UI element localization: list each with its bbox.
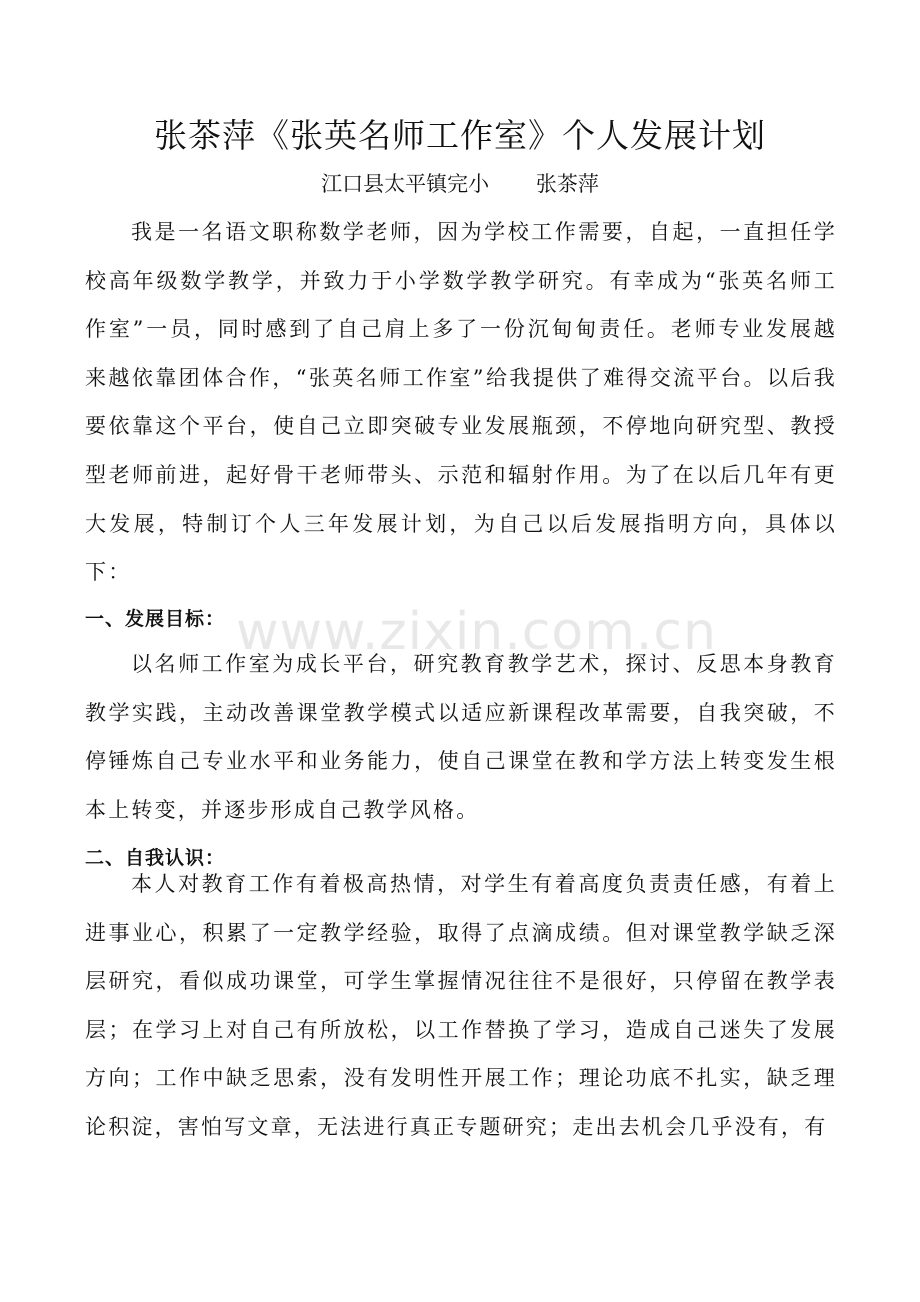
watermark: www.zixin.com.cn bbox=[236, 602, 717, 662]
section-heading-goals: 一、发展目标： bbox=[85, 608, 226, 630]
intro-paragraph: 我是一名语文职称数学老师，因为学校工作需要，自起，一直担任学校高年级数学教学，并致力于小学数学教学研究。有幸成为“张英名师工作室”一员，同时感到了自己肩上多了一份沉甸甸责任。老师专业发展越来越依靠团体合作，“张英名师工作室”给我提供了难得交流平台。以后我要依靠这个平台，使自己立即突破专业发展瓶颈，不停地向研究型、教授型老师前进，起好骨干老师带头、示范和辐射作用。为了在以后几年有更大发展，特制订个人三年发展计划，为自己以后发展指明方向，具体以下： bbox=[85, 220, 837, 585]
self-assessment-paragraph: 本人对教育工作有着极高热情，对学生有着高度负责责任感，有着上进事业心，积累了一定教学经验，取得了点滴成绩。但对课堂教学缺乏深层研究，看似成功课堂，可学生掌握情况往往不是很好，只停留在教学表层；在学习上对自己有所放松，以工作替换了学习，造成自己迷失了发展方向；工作中缺乏思索，没有发明性开展工作；理论功底不扎实，缺乏理论积淀，害怕写文章，无法进行真正专题研究；走出去机会几乎没有，有 bbox=[85, 872, 837, 1139]
goals-paragraph: 以名师工作室为成长平台，研究教育教学艺术，探讨、反思本身教育教学实践，主动改善课堂教学模式以适应新课程改革需要，自我突破，不停锤炼自己专业水平和业务能力，使自己课堂在教和学方法上转变发生根本上转变，并逐步形成自己教学风格。 bbox=[85, 652, 837, 822]
document-title: 张茶萍《张英名师工作室》个人发展计划 bbox=[154, 116, 766, 155]
author-line: 江口县太平镇完小 张茶萍 bbox=[321, 172, 599, 196]
section-heading-self-assessment: 二、自我认识： bbox=[85, 847, 226, 869]
